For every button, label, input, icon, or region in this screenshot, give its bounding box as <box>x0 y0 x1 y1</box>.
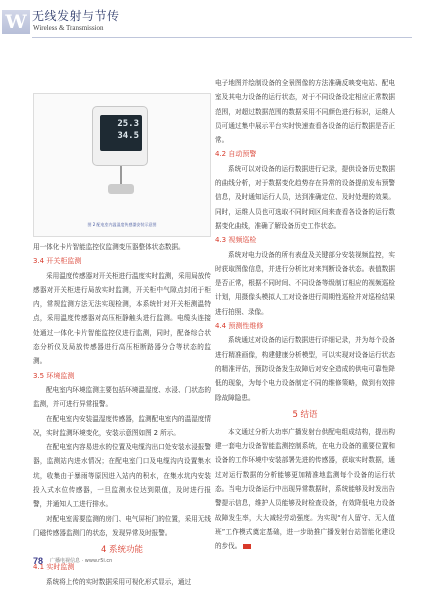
figure-caption: 图 2 配电室内温湿度传感器安装示意图 <box>87 222 157 227</box>
heading-4-3: 4.3 视频巡检 <box>215 236 257 245</box>
page-number: 78 <box>33 556 44 566</box>
heading-4-1: 4.1 实时监测 <box>33 563 75 572</box>
paragraph: 电子地图并绘制设备的全景图像的方法准确反映变电站、配电室及其电力设备的运行状态，对于不同设备设定相应正常数据范围，对超过数据范围的数据采用不同颜色进行标识，运维人员可通过集中展示平台实时快速查看各设备的运行数据是否正常。 <box>215 79 395 145</box>
paragraph: 系统对电力设备的所有表盘及关键部分安装视频监控，实时获取图像信息，并进行分析比对来判断设备状态。表值数据是否正常，根据不同时间、不同设备等级制订相应的视频巡检计划，用摄像头模拟人工对设备进行周期性巡检并对巡检结果进行拍照、录像。 <box>215 250 395 316</box>
heading-3-4: 3.4 开关柜监测 <box>33 257 82 266</box>
heading-4: 4 系统功能 <box>100 545 144 556</box>
section-logo: W <box>2 10 30 34</box>
page-header <box>0 8 427 34</box>
paragraph: 系统将上传的实时数据采用可视化形式显示，通过 <box>46 577 192 586</box>
sensor-device-image <box>92 106 148 166</box>
publication-name: 广播电视信息 · www.r5i.cn <box>50 558 113 564</box>
paragraph: 在配电室内安装温湿度传感器，监测配电室内的温湿度情况，实时监测环境变化，安装示意图如图 2 所示。 <box>33 414 211 437</box>
display-reading-2: 34.5 <box>117 131 139 141</box>
header-divider <box>32 37 412 38</box>
heading-4-2: 4.2 自动预警 <box>215 150 257 159</box>
heading-4-4: 4.4 预测性维修 <box>215 322 264 331</box>
left-column <box>33 240 211 589</box>
conclusion-text: 本文通过分析大功率广播发射台供配电组成结构，提出构建一套电力设备智能监测控制系统，在电力设备的重要位置和设备的工作环境中安装部署先进的传感器，获取实时数据，通过对运行数据的分析能够更加精准地监测每个设备的运行状态。当电力设备运行中出现异常数据时，系统能够及时发出告警提示信息，维护人员能够及时检查设备，有效降低电力设备故障发生率，大大减轻劳动强度。为实现“有人留守、无人值班”工作模式奠定基础，进一步助推广播发射台站智能化建设的步伐。 <box>215 427 395 551</box>
heading-3-5: 3.5 环境监测 <box>33 371 75 380</box>
section-title-zh: 无线发射与节传 <box>32 9 120 23</box>
paragraph: 系统通过对设备的运行数据进行详细记录，并为每个设备进行精准画像，构建健康分析模型，可以实现对设备运行状态的精准评估，预防设备发生故障后对安全造成的供电可靠性降低的现象，为每个电力设备制定不同的维修策略，做到有效排除故障隐患。 <box>215 336 395 402</box>
figure-sensor-installation <box>33 93 211 237</box>
paragraph: 系统可以对设备的运行数据进行记录，提供设备历史数据的曲线分析，对于数据变化趋势存在异常的设备提前发布预警信息，及时通知运行人员，达到准确定位、及时处理的效果。同时，运维人员也可选取不同时间区间来查看各设备的运行数据变化曲线，准确了解设备历史工作状态。 <box>215 164 395 230</box>
paragraph: 采用温度传感器对开关柜进行温度实时监测，采用局放传感器对开关柜进行局放实时监测，开关柜中气隙点封闭于柜内，常规监测方法无法实现检测，本系统针对开关柜测温特点，采用温度传感器对高压柜静触头进行监测。电缆头连接处通过一体化卡片智能监控仪进行监测，同时，配备综合状态分析仪及局放传感器进行高压柜断路器分合等状态的监测。 <box>33 271 211 366</box>
paragraph: 用一体化卡片智能监控仪监测变压器整体状态数据。 <box>33 243 185 251</box>
paragraph: 配电室内环境监测主要包括环境温湿度、水浸、门状态的监测，并可进行异常报警。 <box>33 385 211 409</box>
paragraph <box>215 425 395 554</box>
sensor-probe <box>108 184 134 194</box>
right-column <box>215 76 395 554</box>
heading-5: 5 结语 <box>292 409 318 420</box>
section-title-en: Wireless & Transmission <box>33 24 104 32</box>
end-mark-icon <box>243 544 251 549</box>
paragraph: 对配电室需要监测的房门、电气屏柜门的位置，采用无线门磁传感器监测门的状态，发现异常及时报警。 <box>33 514 211 537</box>
display-reading-1: 25.3 <box>117 119 139 129</box>
paragraph: 在配电室内容易进水的位置及电缆沟出口处安装水浸报警器，监测站内进水情况；在配电室门口及电缆沟内设置集水坑，收集由于暴雨等原因进入站内的积水，在集水坑内安装投入式水位传感器，一旦监测水位达到限值，及时进行报警，并通知人工进行排水。 <box>33 443 211 509</box>
sensor-display <box>100 115 142 151</box>
